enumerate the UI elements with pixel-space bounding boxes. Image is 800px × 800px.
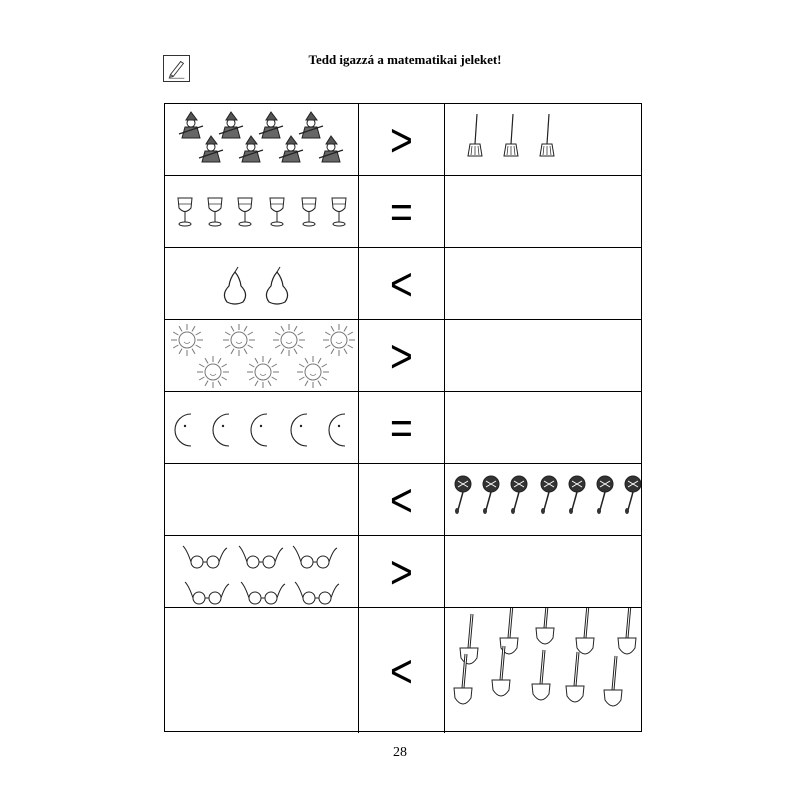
wine-glass-icon xyxy=(238,198,252,226)
left-cell[interactable] xyxy=(165,320,359,391)
wine-glass-icon xyxy=(302,198,316,226)
lollipop-icon xyxy=(541,476,557,514)
sun-icon xyxy=(171,324,203,356)
glasses-icon xyxy=(295,582,339,604)
table-row xyxy=(165,536,641,608)
sign-cell xyxy=(359,392,445,463)
witch-icon xyxy=(219,112,243,138)
shovel-icon xyxy=(566,652,584,702)
sign-cell xyxy=(359,176,445,247)
lollipop-icon xyxy=(625,476,641,514)
broom-icon xyxy=(504,114,518,156)
wine-glass-icons xyxy=(165,176,358,247)
sun-icons xyxy=(165,320,358,391)
wine-glass-icon xyxy=(332,198,346,226)
left-cell[interactable] xyxy=(165,104,359,175)
sun-icon xyxy=(323,324,355,356)
table-row xyxy=(165,104,641,176)
table-row xyxy=(165,320,641,392)
shovel-icon xyxy=(532,650,550,700)
glasses-icon xyxy=(293,546,337,568)
lollipop-icon xyxy=(483,476,499,514)
pear-icon xyxy=(266,267,287,304)
shovel-icon xyxy=(536,608,554,644)
right-cell[interactable] xyxy=(445,536,641,607)
moon-icon xyxy=(213,414,229,446)
right-cell[interactable] xyxy=(445,104,641,175)
comparison-table xyxy=(164,103,642,732)
moon-icon xyxy=(329,414,345,446)
table-row xyxy=(165,608,641,733)
shovel-icons xyxy=(445,608,641,733)
sun-icon xyxy=(247,356,279,388)
page-title: Tedd igazzá a matematikai jeleket! xyxy=(308,52,502,67)
comparison-sign: = xyxy=(390,401,413,454)
wine-glass-icon xyxy=(208,198,222,226)
lollipop-icon xyxy=(455,476,471,514)
comparison-sign: > xyxy=(390,329,413,382)
moon-icons xyxy=(165,392,358,463)
glasses-icon xyxy=(241,582,285,604)
lollipop-icons xyxy=(445,464,641,535)
shovel-icon xyxy=(618,608,636,654)
glasses-icon xyxy=(239,546,283,568)
sign-cell xyxy=(359,248,445,319)
glasses-icon xyxy=(183,546,227,568)
right-cell[interactable] xyxy=(445,320,641,391)
witch-icon xyxy=(259,112,283,138)
moon-icon xyxy=(175,414,191,446)
shovel-icon xyxy=(454,654,472,704)
broom-icons xyxy=(445,104,641,175)
sign-cell xyxy=(359,608,445,733)
right-cell[interactable] xyxy=(445,608,641,733)
left-cell[interactable] xyxy=(165,608,359,733)
pear-icons xyxy=(165,248,358,319)
lollipop-icon xyxy=(597,476,613,514)
comparison-sign: < xyxy=(390,473,413,526)
right-cell[interactable] xyxy=(445,392,641,463)
witch-icons xyxy=(165,104,358,175)
witch-icon xyxy=(279,136,303,162)
broom-icon xyxy=(468,114,482,156)
left-cell[interactable] xyxy=(165,176,359,247)
glasses-icon xyxy=(185,582,229,604)
sun-icon xyxy=(197,356,229,388)
shovel-icon xyxy=(460,614,478,664)
right-cell[interactable] xyxy=(445,176,641,247)
witch-icon xyxy=(299,112,323,138)
shovel-icon xyxy=(576,608,594,654)
glasses-icons xyxy=(165,536,358,607)
comparison-sign: < xyxy=(390,644,413,697)
sign-cell xyxy=(359,320,445,391)
witch-icon xyxy=(179,112,203,138)
witch-icon xyxy=(239,136,263,162)
sun-icon xyxy=(297,356,329,388)
table-row xyxy=(165,176,641,248)
comparison-sign: > xyxy=(390,545,413,598)
sun-icon xyxy=(223,324,255,356)
comparison-sign: = xyxy=(390,185,413,238)
moon-icon xyxy=(251,414,267,446)
comparison-sign: > xyxy=(390,113,413,166)
broom-icon xyxy=(540,114,554,156)
table-row xyxy=(165,392,641,464)
lollipop-icon xyxy=(511,476,527,514)
left-cell[interactable] xyxy=(165,464,359,535)
sign-cell xyxy=(359,536,445,607)
witch-icon xyxy=(199,136,223,162)
right-cell[interactable] xyxy=(445,248,641,319)
left-cell[interactable] xyxy=(165,536,359,607)
left-cell[interactable] xyxy=(165,248,359,319)
wine-glass-icon xyxy=(270,198,284,226)
pear-icon xyxy=(224,267,245,304)
page-number: 28 xyxy=(393,745,407,760)
left-cell[interactable] xyxy=(165,392,359,463)
comparison-sign: < xyxy=(390,257,413,310)
right-cell[interactable] xyxy=(445,464,641,535)
sign-cell xyxy=(359,464,445,535)
wine-glass-icon xyxy=(178,198,192,226)
sign-cell xyxy=(359,104,445,175)
table-row xyxy=(165,464,641,536)
table-row xyxy=(165,248,641,320)
pencil-icon xyxy=(163,55,190,82)
moon-icon xyxy=(291,414,307,446)
lollipop-icon xyxy=(569,476,585,514)
sun-icon xyxy=(273,324,305,356)
witch-icon xyxy=(319,136,343,162)
shovel-icon xyxy=(604,656,622,706)
